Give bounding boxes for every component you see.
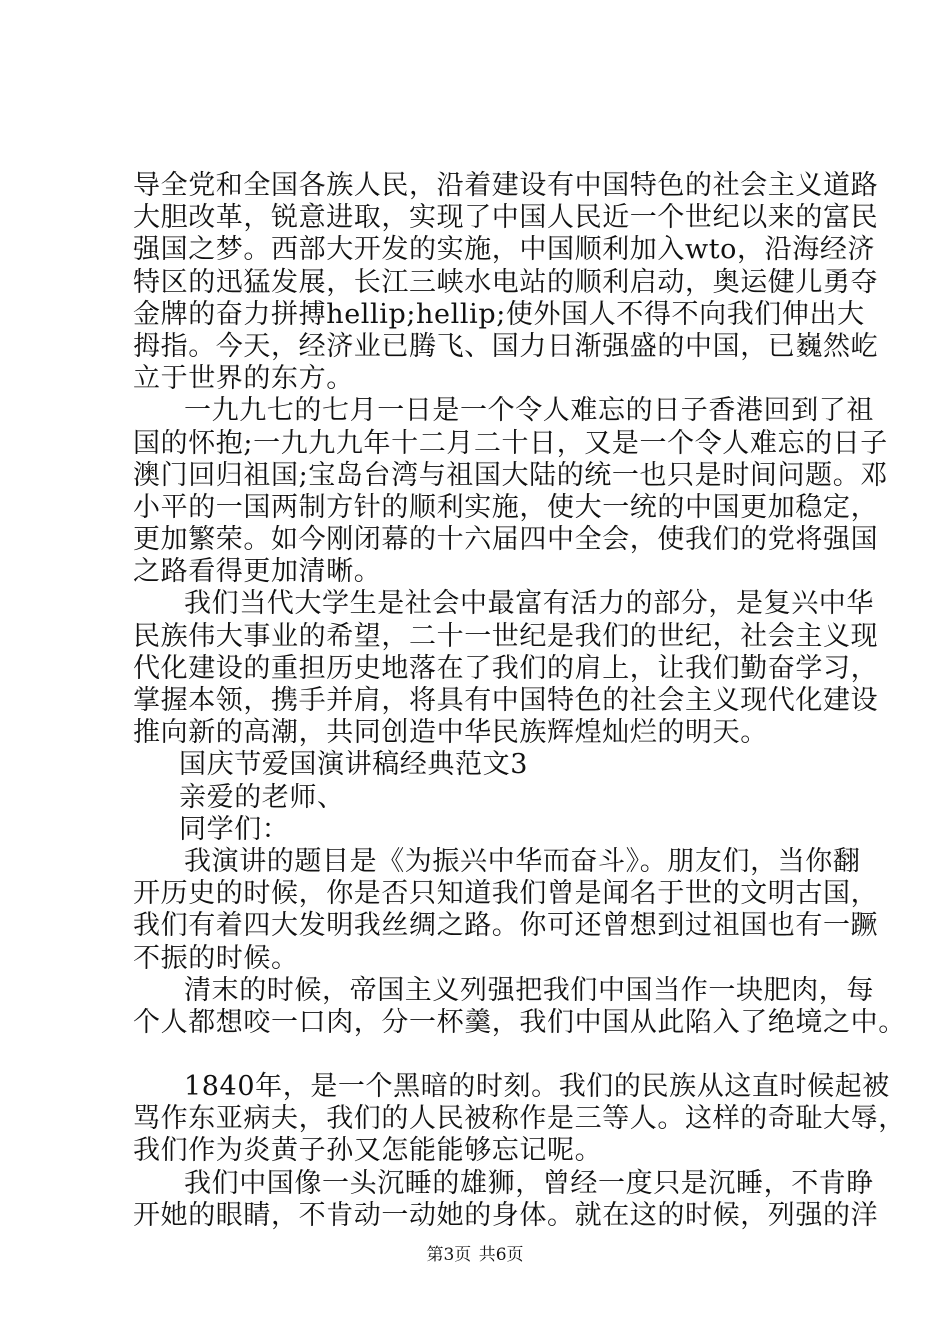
text-line: 特区的迅猛发展，长江三峡水电站的顺利启动，奥运健儿勇夺 <box>133 266 879 298</box>
salutation-line: 亲爱的老师、 <box>179 781 345 813</box>
paragraph-first-line: 1840年，是一个黑暗的时刻。我们的民族从这直时候起被 <box>184 1071 890 1103</box>
document-body <box>133 170 906 1232</box>
text-line: 民族伟大事业的希望，二十一世纪是我们的世纪，社会主义现 <box>133 620 879 652</box>
page-footer <box>0 1244 950 1266</box>
text-line: 国的怀抱;一九九九年十二月二十日，又是一个令人难忘的日子 <box>133 427 888 459</box>
text-line: 导全党和全国各族人民，沿着建设有中国特色的社会主义道路 <box>133 170 879 201</box>
paragraph-first-line: 我们当代大学生是社会中最富有活力的部分，是复兴中华 <box>184 588 874 620</box>
page-total: 共6页 <box>478 1245 524 1265</box>
text-line: 拇指。今天，经济业已腾飞、国力日渐强盛的中国，已巍然屹 <box>133 330 879 362</box>
text-line: 更加繁荣。如今刚闭幕的十六届四中全会，使我们的党将强国 <box>133 524 879 556</box>
text-line: 骂作东亚病夫，我们的人民被称作是三等人。这样的奇耻大辱， <box>133 1103 906 1135</box>
page-number: 第3页 <box>426 1245 472 1265</box>
blank-line <box>133 1039 833 1071</box>
text-line: 我们有着四大发明我丝绸之路。你可还曾想到过祖国也有一蹶 <box>133 910 879 942</box>
text-line: 开她的眼睛，不肯动一动她的身体。就在这的时候，列强的洋 <box>133 1199 879 1231</box>
text-line: 我们作为炎黄子孙又怎能能够忘记呢。 <box>133 1135 603 1167</box>
paragraph-first-line: 我演讲的题目是《为振兴中华而奋斗》。朋友们，当你翻 <box>184 845 861 877</box>
text-line: 代化建设的重担历史地落在了我们的肩上，让我们勤奋学习， <box>133 652 879 684</box>
text-line: 之路看得更加清晰。 <box>133 556 382 588</box>
text-line: 立于世界的东方。 <box>133 363 354 395</box>
text-line: 掌握本领，携手并肩，将具有中国特色的社会主义现代化建设 <box>133 685 879 716</box>
text-line: 大胆改革，锐意进取，实现了中国人民近一个世纪以来的富民 <box>133 202 879 234</box>
salutation-line: 同学们： <box>179 813 290 845</box>
text-line: 金牌的奋力拼搏hellip;hellip;使外国人不得不向我们伸出大 <box>133 298 865 330</box>
paragraph-first-line: 我们中国像一头沉睡的雄狮，曾经一度只是沉睡，不肯睁 <box>184 1167 874 1199</box>
text-line: 个人都想咬一口肉，分一杯羹，我们中国从此陷入了绝境之中。 <box>133 1006 906 1038</box>
section-heading: 国庆节爱国演讲稿经典范文3 <box>179 749 528 781</box>
text-line: 开历史的时候，你是否只知道我们曾是闻名于世的文明古国， <box>133 878 879 910</box>
text-line: 不振的时候。 <box>133 942 299 974</box>
paragraph-first-line: 一九九七的七月一日是一个令人难忘的日子香港回到了祖 <box>184 395 874 427</box>
text-line: 小平的一国两制方针的顺利实施，使大一统的中国更加稳定， <box>133 491 879 523</box>
text-line: 澳门回归祖国;宝岛台湾与祖国大陆的统一也只是时间问题。邓 <box>133 459 888 491</box>
paragraph-first-line: 清末的时候，帝国主义列强把我们中国当作一块肥肉，每 <box>184 974 874 1006</box>
text-line: 推向新的高潮，共同创造中华民族辉煌灿烂的明天。 <box>133 717 768 749</box>
text-line: 强国之梦。西部大开发的实施，中国顺利加入wto，沿海经济 <box>133 234 876 266</box>
